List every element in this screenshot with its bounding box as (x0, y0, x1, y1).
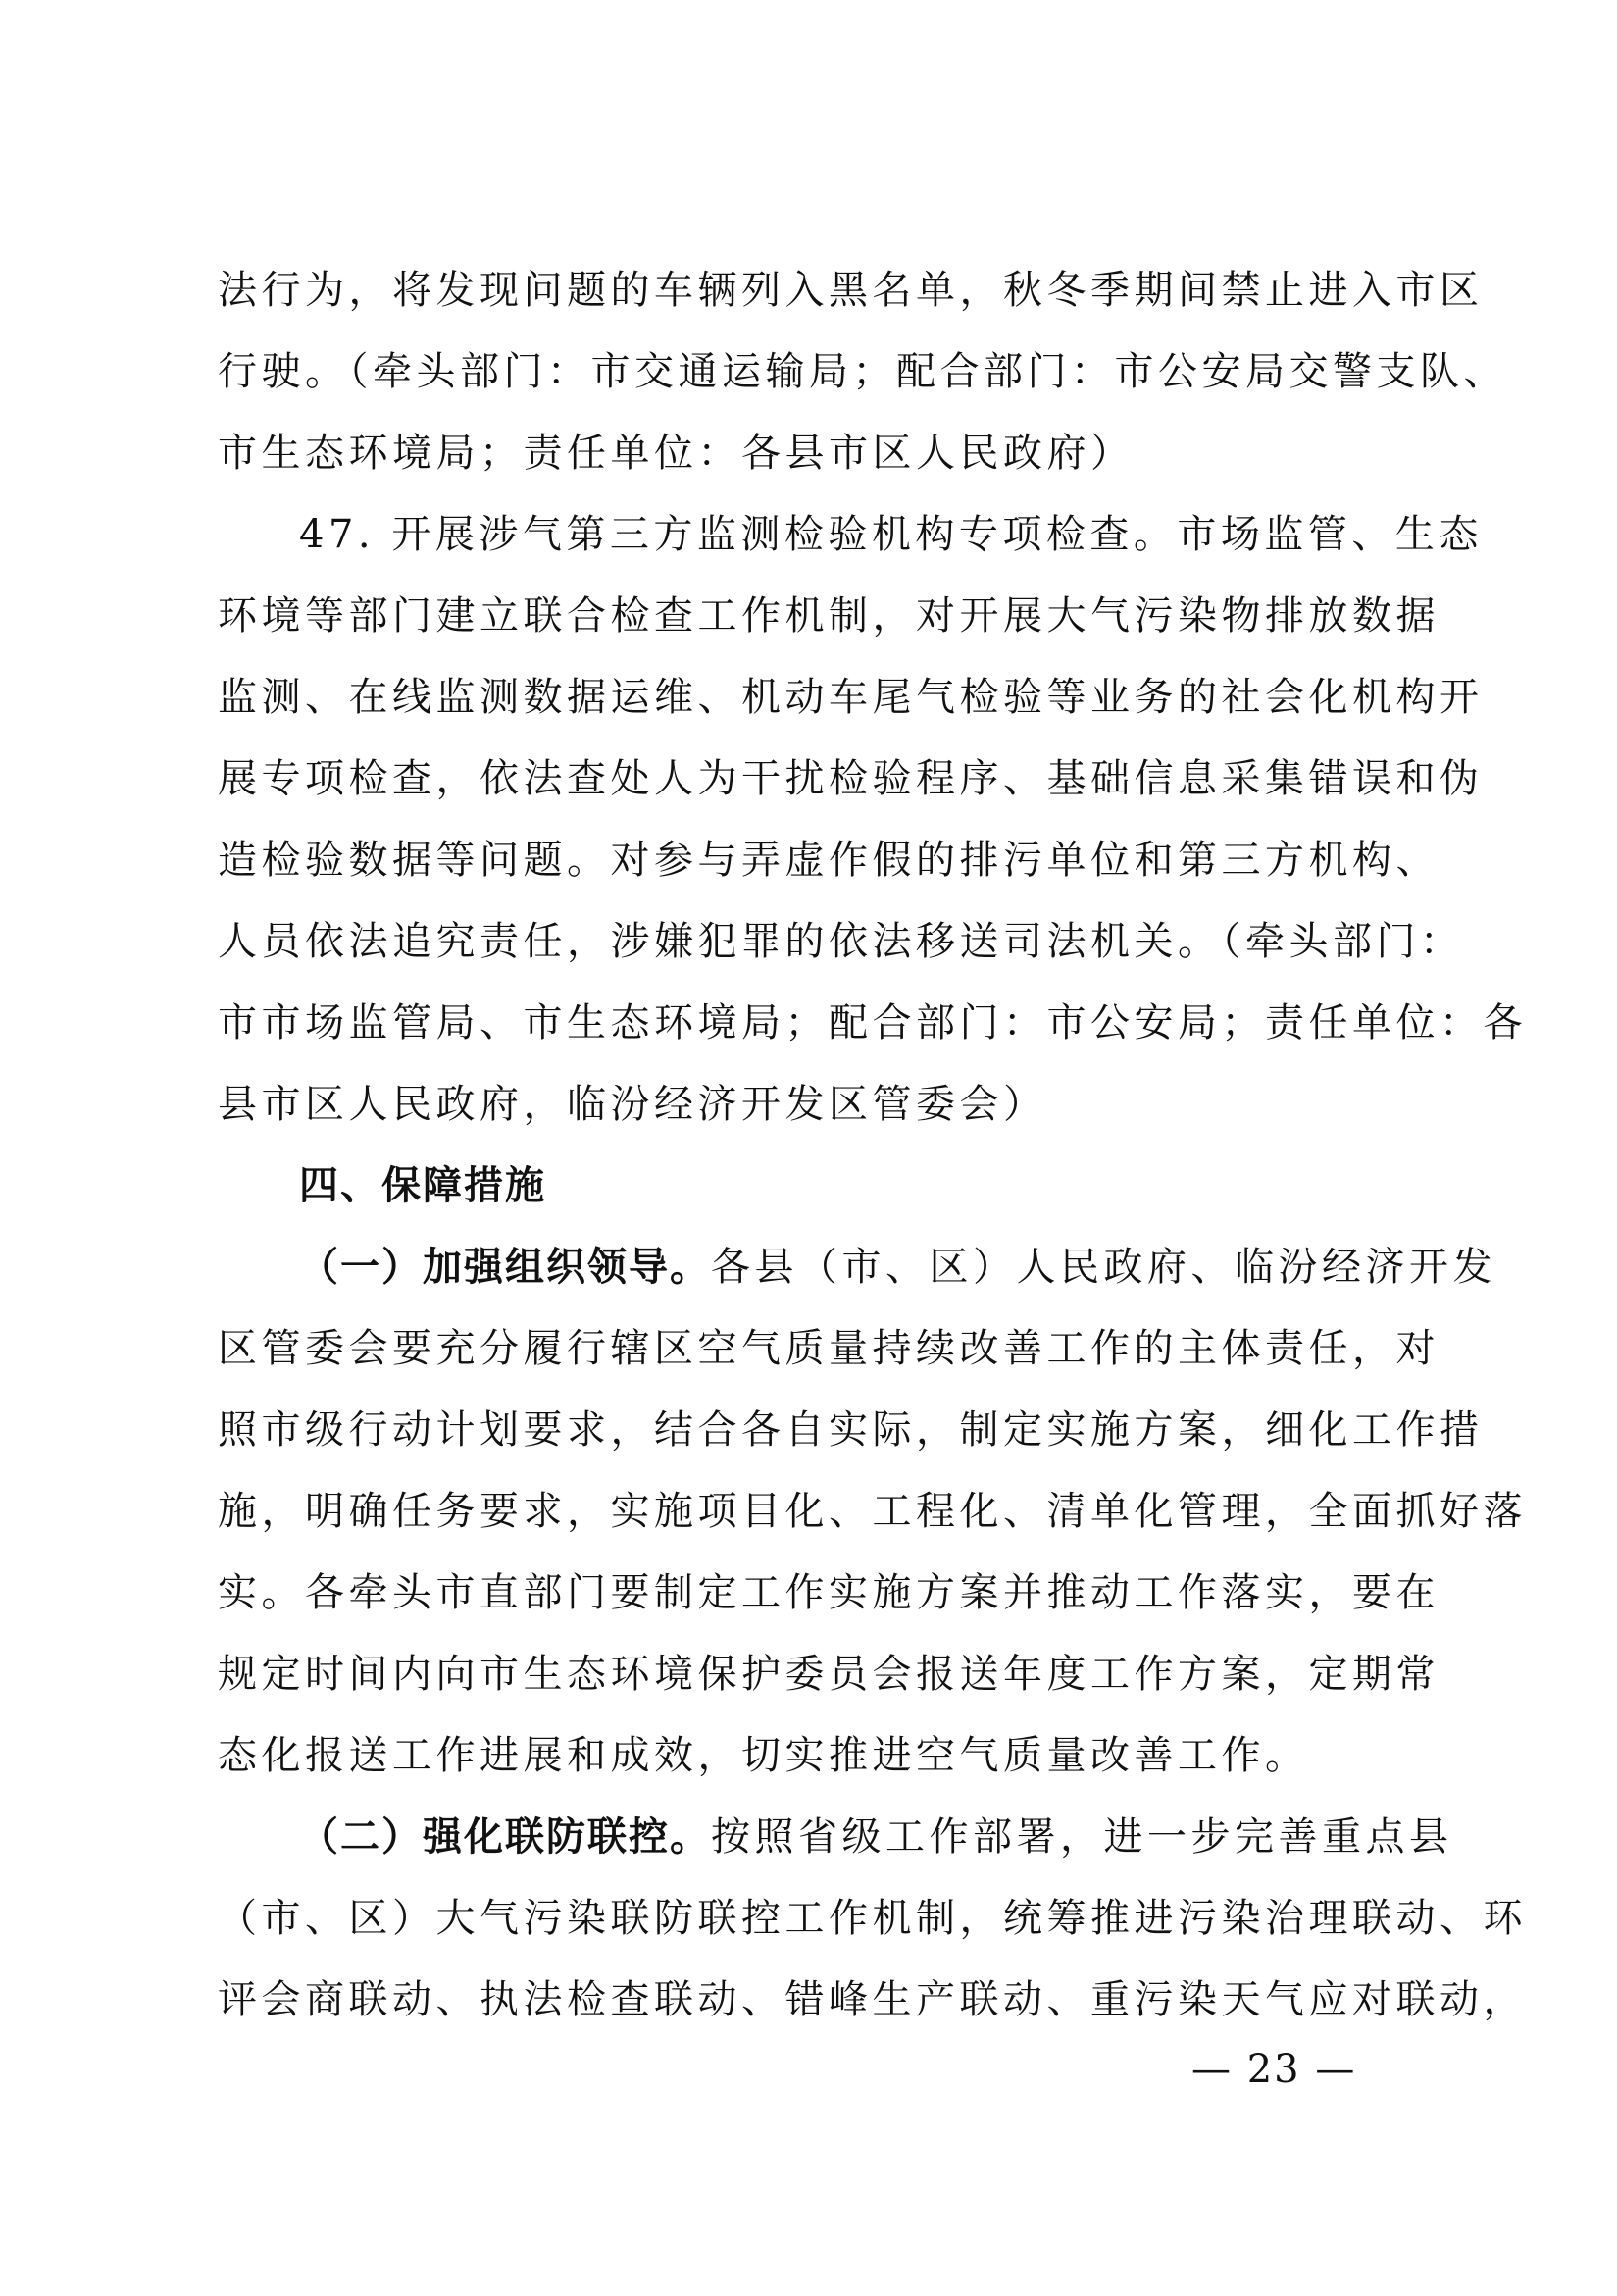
text-line: 法行为，将发现问题的车辆列入黑名单，秋冬季期间禁止进入市区 (218, 268, 1484, 313)
section-heading: 四、保障措施 (299, 1163, 546, 1208)
subsection-title: （一）加强组织领导。 (299, 1245, 711, 1290)
text-line: 区管委会要充分履行辖区空气质量持续改善工作的主体责任，对 (218, 1326, 1440, 1371)
text-line: 造检验数据等问题。对参与弄虚作假的排污单位和第三方机构、 (218, 838, 1440, 883)
paragraph-first-line (299, 1803, 1453, 1871)
text-line: 县市区人民政府，临汾经济开发区管委会） (218, 1082, 1047, 1127)
text-line: 施，明确任务要求，实施项目化、工程化、清单化管理，全面抓好落 (218, 1489, 1527, 1534)
text-line: 展专项检查，依法查处人为干扰检验程序、基础信息采集错误和伪 (218, 756, 1484, 801)
text-line: 实。各牵头市直部门要制定工作实施方案并推动工作落实，要在 (218, 1570, 1440, 1615)
text-line: 环境等部门建立联合检查工作机制，对开展大气污染物排放数据 (218, 593, 1440, 638)
paragraph-first-line (299, 1233, 1496, 1301)
text-line: 行驶。（牵头部门：市交通运输局；配合部门：市公安局交警支队、 (218, 349, 1507, 394)
text-line: 评会商联动、执法检查联动、错峰生产联动、重污染天气应对联动， (218, 1977, 1527, 2022)
text-line: 规定时间内向市生态环境保护委员会报送年度工作方案，定期常 (218, 1652, 1440, 1697)
text-line: 照市级行动计划要求，结合各自实际，制定实施方案，细化工作措 (218, 1407, 1484, 1453)
page-number: — 23 — (1191, 2047, 1357, 2092)
text-line: （市、区）大气污染联防联控工作机制，统筹推进污染治理联动、环 (218, 1896, 1527, 1941)
text-line: 市生态环境局；责任单位：各县市区人民政府） (218, 431, 1135, 476)
text-line: 人员依法追究责任，涉嫌犯罪的依法移送司法机关。（牵头部门： (218, 919, 1464, 964)
text-line: 市市场监管局、市生态环境局；配合部门：市公安局；责任单位：各 (218, 1000, 1527, 1046)
text-line: 监测、在线监测数据运维、机动车尾气检验等业务的社会化机构开 (218, 675, 1484, 720)
text-line: 47. 开展涉气第三方监测检验机构专项检查。市场监管、生态 (299, 512, 1483, 557)
text-span: 按照省级工作部署，进一步完善重点县 (711, 1814, 1453, 1860)
subsection-title: （二）强化联防联控。 (299, 1814, 711, 1860)
text-line: 态化报送工作进展和成效，切实推进空气质量改善工作。 (218, 1733, 1309, 1778)
text-span: 各县（市、区）人民政府、临汾经济开发 (711, 1245, 1496, 1290)
